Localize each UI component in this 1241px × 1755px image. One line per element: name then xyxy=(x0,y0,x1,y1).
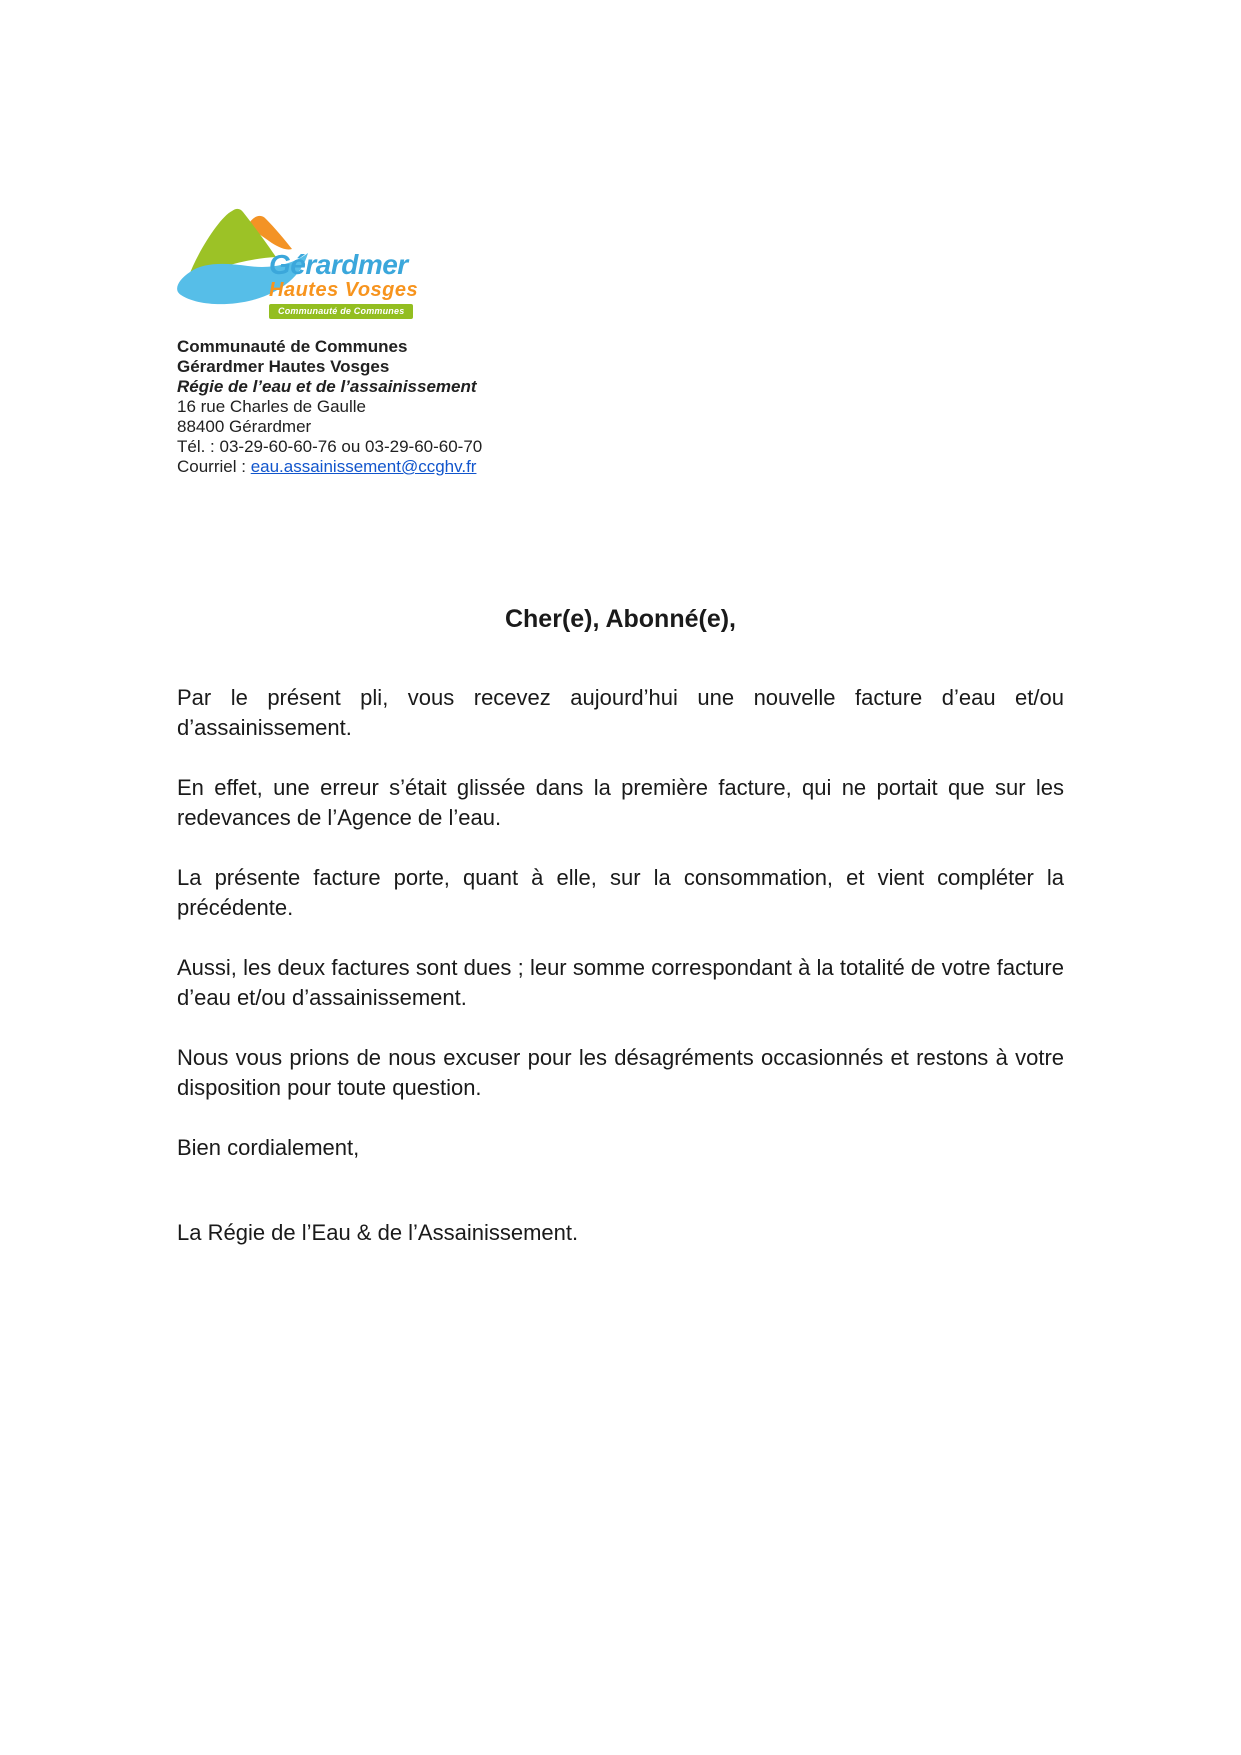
logo-name: Gérardmer xyxy=(269,249,408,280)
salutation: Cher(e), Abonné(e), xyxy=(504,605,737,633)
org-phone: Tél. : 03-29-60-60-76 ou 03-29-60-60-70 xyxy=(177,437,483,456)
paragraph-3: La présente facture porte, quant à elle, sur la consommation, et vient compléter la précédente. xyxy=(177,865,1064,920)
email-label: Courriel : xyxy=(177,457,251,476)
sender-address-block xyxy=(177,337,1064,477)
org-service-line: Régie de l’eau et de l’assainissement xyxy=(177,377,477,396)
org-city: 88400 Gérardmer xyxy=(177,417,312,436)
org-street: 16 rue Charles de Gaulle xyxy=(177,397,367,416)
closing: Bien cordialement, xyxy=(177,1135,360,1160)
logo-subname: Hautes Vosges xyxy=(269,279,419,301)
org-email-line xyxy=(177,457,1064,477)
paragraph-2: En effet, une erreur s’était glissée dans la première facture, qui ne portait que sur les redevances de l’Agence de l’eau. xyxy=(177,775,1064,830)
email-link[interactable]: eau.assainissement@ccghv.fr xyxy=(250,457,477,476)
signature: La Régie de l’Eau & de l’Assainissement. xyxy=(177,1220,579,1245)
org-name-line1: Communauté de Communes xyxy=(177,337,408,356)
logo-text xyxy=(269,249,419,319)
paragraph-5: Nous vous prions de nous excuser pour les désagréments occasionnés et restons à votre disposition pour toute question. xyxy=(177,1045,1064,1100)
org-name-line2: Gérardmer Hautes Vosges xyxy=(177,357,390,376)
logo xyxy=(168,195,598,318)
logo-banner: Communauté de Communes xyxy=(269,304,413,319)
paragraph-1: Par le présent pli, vous recevez aujourd’hui une nouvelle facture d’eau et/ou d’assainissement. xyxy=(177,685,1064,740)
paragraph-4: Aussi, les deux factures sont dues ; leur somme correspondant à la totalité de votre facture d’eau et/ou d’assainissement. xyxy=(177,955,1064,1010)
letter-body xyxy=(177,683,1064,1248)
